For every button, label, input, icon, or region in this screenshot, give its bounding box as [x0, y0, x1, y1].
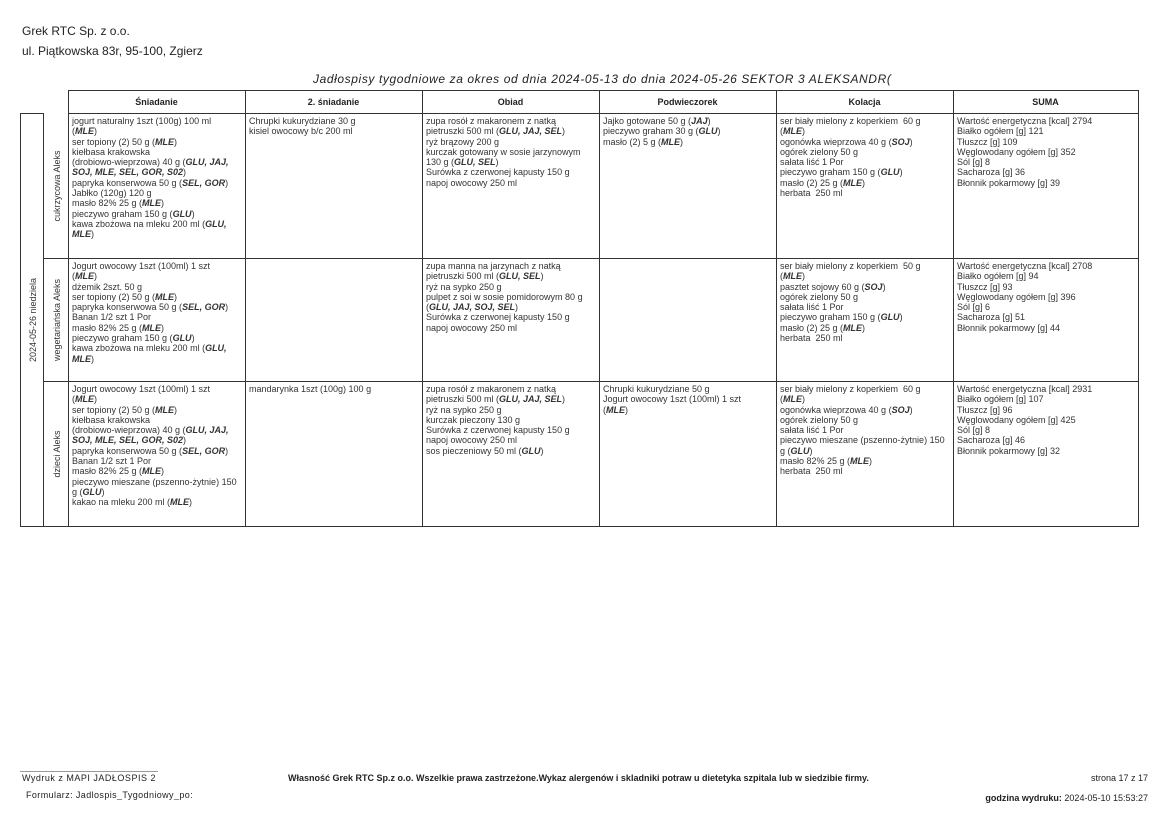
- allergen-code: SOJ, MLE, SEL, GOR, S02: [72, 167, 184, 178]
- menu-item-line: kiełbasa krakowska: [72, 414, 151, 425]
- footer-form-name: Formularz: Jadlospis_Tygodniowy_po:: [26, 790, 194, 800]
- allergen-code: GLU, JAJ, SEL: [499, 394, 563, 405]
- menu-item-line: pietruszki 500 ml (GLU, SEL): [426, 271, 544, 282]
- menu-item-line: Jogurt owocowy 1szt (100ml) 1 szt: [72, 384, 211, 394]
- menu-item-line: (MLE): [780, 271, 805, 282]
- menu-item-line: pulpet z soi w sosie pomidorowym 80 g: [426, 291, 583, 302]
- allergen-code: GLU: [790, 445, 810, 456]
- menu-item-line: Banan 1/2 szt 1 Por: [72, 456, 152, 467]
- column-header: SUMA: [1032, 97, 1059, 107]
- allergen-code: GLU, JAJ, SOJ, SEL: [429, 302, 516, 313]
- nutrition-line: Błonnik pokarmowy [g] 32: [957, 445, 1061, 456]
- allergen-code: GLU,: [205, 343, 227, 354]
- company-name: Grek RTC Sp. z o.o.: [22, 24, 130, 38]
- menu-item-line: (MLE): [603, 404, 628, 415]
- column-header: 2. śniadanie: [307, 97, 360, 107]
- allergen-code: GLU: [521, 445, 541, 456]
- menu-item-line: MLE): [72, 353, 94, 364]
- allergen-code: SOJ: [891, 404, 910, 415]
- menu-item-line: ogonówka wieprzowa 40 g (SOJ): [780, 136, 913, 147]
- menu-item-line: 130 g (GLU, SEL): [426, 157, 499, 168]
- column-header: Śniadanie: [135, 97, 178, 107]
- nutrition-line: Węglowodany ogółem [g] 425: [957, 414, 1076, 425]
- menu-item-line: MLE): [72, 229, 94, 240]
- diet-label: wegetariańska Aleks: [51, 278, 62, 361]
- menu-item-line: mandarynka 1szt (100g) 100 g: [249, 384, 372, 394]
- menu-item-line: herbata 250 ml: [780, 333, 843, 344]
- menu-item-line: ogonówka wieprzowa 40 g (SOJ): [780, 404, 913, 415]
- allergen-code: MLE: [155, 136, 175, 147]
- allergen-code: MLE: [783, 271, 802, 282]
- menu-item-line: napoj owocowy 250 ml: [426, 435, 518, 446]
- menu-item-line: ser biały mielony z koperkiem 60 g: [780, 116, 921, 126]
- menu-item-line: herbata 250 ml: [780, 466, 843, 477]
- menu-item-line: masło (2) 5 g (MLE): [603, 136, 684, 147]
- allergen-code: GLU: [698, 126, 718, 137]
- menu-item-line: Chrupki kukurydziane 30 g: [249, 116, 356, 126]
- allergen-code: JAJ: [691, 116, 708, 126]
- allergen-code: MLE: [850, 456, 870, 467]
- menu-item-line: pieczywo graham 150 g (GLU): [780, 167, 903, 178]
- menu-item-line: zupa rosół z makaronem z natką: [426, 384, 557, 394]
- menu-item-line: SOJ, MLE, SEL, GOR, S02): [72, 167, 187, 178]
- meal-cell: [600, 114, 776, 258]
- nutrition-line: Węglowodany ogółem [g] 352: [957, 146, 1076, 157]
- menu-item-line: kisiel owocowy b/c 200 ml: [249, 126, 353, 137]
- menu-item-line: ogórek zielony 50 g: [780, 414, 859, 425]
- menu-item-line: pietruszki 500 ml (GLU, JAJ, SEL): [426, 394, 566, 405]
- menu-item-line: sałata liść 1 Por: [780, 302, 844, 313]
- menu-item-line: masło 82% 25 g (MLE): [72, 198, 165, 209]
- menu-item-line: pieczywo graham 150 g (GLU): [72, 333, 195, 344]
- menu-item-line: zupa rosół z makaronem z natką: [426, 116, 557, 126]
- print-time-label: godzina wydruku:: [985, 793, 1062, 803]
- nutrition-line: Błonnik pokarmowy [g] 44: [957, 322, 1061, 333]
- meal-cell: [69, 114, 245, 258]
- footer-rule: [20, 771, 158, 772]
- meal-cell: [777, 259, 953, 381]
- nutrition-line: Błonnik pokarmowy [g] 39: [957, 177, 1061, 188]
- menu-item-line: (drobiowo-wieprzowa) 40 g (GLU, JAJ,: [72, 425, 229, 436]
- meal-cell: [423, 382, 599, 526]
- nutrition-line: Sól [g] 8: [957, 425, 991, 436]
- menu-item-line: Chrupki kukurydziane 50 g: [603, 384, 710, 394]
- allergen-code: MLE: [843, 177, 863, 188]
- menu-item-line: SOJ, MLE, SEL, GOR, S02): [72, 435, 187, 446]
- nutrition-line: Tłuszcz [g] 93: [957, 281, 1013, 292]
- column-header: Kolacja: [848, 97, 881, 107]
- menu-item-line: papryka konserwowa 50 g (SEL, GOR): [72, 445, 229, 456]
- allergen-code: MLE: [783, 394, 802, 405]
- nutrition-line: Sacharoza [g] 36: [957, 167, 1026, 178]
- menu-item-line: ogórek zielony 50 g: [780, 291, 859, 302]
- nutrition-line: Wartość energetyczna [kcal] 2794: [957, 116, 1093, 126]
- menu-item-line: zupa manna na jarzynach z natką: [426, 261, 561, 271]
- nutrition-line: Wartość energetyczna [kcal] 2708: [957, 261, 1093, 271]
- menu-item-line: papryka konserwowa 50 g (SEL, GOR): [72, 302, 229, 313]
- day-label: 2024-05-26 niedziela: [27, 277, 38, 362]
- meal-cell: [777, 382, 953, 526]
- allergen-code: SOJ: [864, 281, 883, 292]
- menu-item-line: Surówka z czerwonej kapusty 150 g: [426, 167, 570, 178]
- menu-item-line: Jogurt owocowy 1szt (100ml) 1 szt: [72, 261, 211, 271]
- meal-cell: [423, 114, 599, 258]
- document-title: Jadłospisy tygodniowe za okres od dnia 2024-05-13 do dnia 2024-05-26 SEKTOR 3 ALEKSANDR(: [313, 72, 892, 86]
- footer-page-number: strona 17 z 17: [1090, 773, 1148, 783]
- nutrition-line: Węglowodany ogółem [g] 396: [957, 291, 1076, 302]
- menu-item-line: pieczywo graham 30 g (GLU): [603, 126, 721, 137]
- menu-item-line: masło 82% 25 g (MLE): [72, 466, 165, 477]
- menu-item-line: ser topiony (2) 50 g (MLE): [72, 291, 178, 302]
- menu-item-line: ryż brązowy 200 g: [426, 136, 500, 147]
- allergen-code: GLU: [880, 167, 900, 178]
- menu-item-line: ser topiony (2) 50 g (MLE): [72, 136, 178, 147]
- allergen-code: SEL, GOR: [182, 302, 226, 313]
- menu-item-line: sałata liść 1 Por: [780, 157, 844, 168]
- column-header: Podwieczorek: [657, 97, 718, 107]
- menu-item-line: ser biały mielony z koperkiem 60 g: [780, 384, 921, 394]
- menu-item-line: ogórek zielony 50 g: [780, 146, 859, 157]
- menu-item-line: masło 82% 25 g (MLE): [72, 322, 165, 333]
- allergen-code: GLU: [82, 486, 102, 497]
- allergen-code: MLE: [75, 271, 94, 282]
- menu-item-line: pietruszki 500 ml (GLU, JAJ, SEL): [426, 126, 566, 137]
- nutrition-line: Sacharoza [g] 51: [957, 312, 1026, 323]
- menu-item-line: kakao na mleku 200 ml (MLE): [72, 497, 193, 508]
- print-time-value: 2024-05-10 15:53:27: [1064, 793, 1148, 803]
- allergen-code: SEL, GOR: [182, 445, 226, 456]
- menu-item-line: masło 82% 25 g (MLE): [780, 456, 873, 467]
- allergen-code: MLE: [155, 404, 175, 415]
- meal-cell: [600, 259, 776, 381]
- menu-item-line: sałata liść 1 Por: [780, 425, 844, 436]
- menu-table: [20, 90, 1138, 526]
- menu-item-line: kurczak gotowany w sosie jarzynowym: [426, 146, 581, 157]
- day-left-border: [20, 113, 21, 527]
- summary-cell: [954, 259, 1138, 381]
- column-divider: [1138, 90, 1139, 527]
- menu-item-line: kiełbasa krakowska: [72, 146, 151, 157]
- meal-cell: [246, 259, 422, 381]
- allergen-code: MLE: [142, 198, 162, 209]
- table-border-bottom: [20, 526, 1138, 527]
- allergen-code: GLU,: [205, 218, 227, 229]
- nutrition-line: Sól [g] 8: [957, 157, 991, 168]
- allergen-code: SOJ: [891, 136, 910, 147]
- allergen-code: MLE: [155, 291, 175, 302]
- allergen-code: GLU: [880, 312, 900, 323]
- summary-cell: [954, 382, 1138, 526]
- nutrition-line: Tłuszcz [g] 96: [957, 404, 1013, 415]
- nutrition-line: Tłuszcz [g] 109: [957, 136, 1018, 147]
- day-divider: [43, 113, 44, 527]
- footer-printout-source: Wydruk z MAPI JADŁOSPIS 2: [22, 773, 156, 783]
- menu-item-line: napoj owocowy 250 ml: [426, 177, 518, 188]
- meal-cell: [246, 114, 422, 258]
- menu-item-line: (MLE): [780, 126, 805, 137]
- company-address: ul. Piątkowska 83r, 95-100, Zgierz: [22, 44, 203, 58]
- summary-cell: [954, 114, 1138, 258]
- nutrition-line: Białko ogółem [g] 107: [957, 394, 1044, 405]
- menu-item-line: Jogurt owocowy 1szt (100ml) 1 szt: [603, 394, 742, 405]
- meal-cell: [69, 382, 245, 526]
- allergen-code: MLE: [72, 353, 91, 364]
- allergen-code: SEL, GOR: [182, 177, 226, 188]
- meal-cell: [423, 259, 599, 381]
- menu-item-line: pieczywo mieszane (pszenno-żytnie) 150: [780, 435, 945, 446]
- allergen-code: GLU: [172, 208, 192, 219]
- allergen-code: GLU, JAJ,: [185, 157, 229, 168]
- allergen-code: GLU: [172, 333, 192, 344]
- menu-item-line: masło (2) 25 g (MLE): [780, 177, 866, 188]
- allergen-code: GLU, JAJ, SEL: [499, 126, 563, 137]
- column-header: Obiad: [497, 97, 524, 107]
- menu-item-line: napoj owocowy 250 ml: [426, 322, 518, 333]
- meal-cell: [777, 114, 953, 258]
- menu-item-line: (drobiowo-wieprzowa) 40 g (GLU, JAJ,: [72, 157, 229, 168]
- allergen-code: MLE: [75, 394, 94, 405]
- allergen-code: GLU, SEL: [454, 157, 496, 168]
- menu-item-line: ryż na sypko 250 g: [426, 404, 502, 415]
- footer-print-time: [985, 793, 1148, 803]
- menu-item-line: kurczak pieczony 130 g: [426, 414, 521, 425]
- menu-item-line: pieczywo graham 150 g (GLU): [72, 208, 195, 219]
- menu-item-line: papryka konserwowa 50 g (SEL, GOR): [72, 177, 229, 188]
- allergen-code: MLE: [75, 126, 94, 137]
- menu-item-line: Jajko gotowane 50 g (JAJ): [603, 116, 711, 126]
- diet-label: cukrzycowa Aleks: [51, 149, 62, 222]
- meal-cell: [69, 259, 245, 381]
- menu-item-line: Jabłko (120g) 120 g: [72, 188, 152, 199]
- menu-item-line: (MLE): [780, 394, 805, 405]
- allergen-code: MLE: [142, 322, 162, 333]
- nutrition-line: Wartość energetyczna [kcal] 2931: [957, 384, 1093, 394]
- meal-cell: [600, 382, 776, 526]
- nutrition-line: Białko ogółem [g] 94: [957, 271, 1039, 282]
- menu-item-line: pieczywo graham 150 g (GLU): [780, 312, 903, 323]
- nutrition-line: Białko ogółem [g] 121: [957, 126, 1044, 137]
- allergen-code: MLE: [170, 497, 190, 508]
- menu-item-line: g (GLU): [780, 445, 813, 456]
- nutrition-line: Sacharoza [g] 46: [957, 435, 1026, 446]
- menu-item-line: ser topiony (2) 50 g (MLE): [72, 404, 178, 415]
- menu-item-line: ser biały mielony z koperkiem 50 g: [780, 261, 921, 271]
- menu-item-line: kawa zbożowa na mleku 200 ml (GLU,: [72, 343, 227, 354]
- menu-item-line: ryż na sypko 250 g: [426, 281, 502, 292]
- day-top-border: [20, 113, 43, 114]
- menu-item-line: (MLE): [72, 126, 97, 137]
- allergen-code: MLE: [72, 229, 91, 240]
- meal-cell: [246, 382, 422, 526]
- allergen-code: SOJ, MLE, SEL, GOR, S02: [72, 435, 184, 446]
- menu-item-line: g (GLU): [72, 486, 105, 497]
- menu-item-line: herbata 250 ml: [780, 188, 843, 199]
- menu-item-line: Surówka z czerwonej kapusty 150 g: [426, 312, 570, 323]
- menu-item-line: jogurt naturalny 1szt (100g) 100 ml: [72, 116, 212, 126]
- allergen-code: MLE: [606, 404, 625, 415]
- allergen-code: GLU, SEL: [499, 271, 541, 282]
- allergen-code: GLU, JAJ,: [185, 425, 229, 436]
- menu-item-line: Surówka z czerwonej kapusty 150 g: [426, 425, 570, 436]
- menu-item-line: (MLE): [72, 271, 97, 282]
- menu-item-line: Banan 1/2 szt 1 Por: [72, 312, 152, 323]
- diet-label: dzieci Aleks: [51, 429, 62, 478]
- allergen-code: MLE: [661, 136, 681, 147]
- allergen-code: MLE: [142, 466, 162, 477]
- menu-item-line: dżemik 2szt. 50 g: [72, 281, 143, 292]
- nutrition-line: Sól [g] 6: [957, 302, 991, 313]
- menu-item-line: sos pieczeniowy 50 ml (GLU): [426, 445, 544, 456]
- menu-item-line: pasztet sojowy 60 g (SOJ): [780, 281, 886, 292]
- menu-item-line: masło (2) 25 g (MLE): [780, 322, 866, 333]
- footer-ownership-notice: Własność Grek RTC Sp.z o.o. Wszelkie prawa zastrzeżone.Wykaz alergenów i skladniki potraw u dietetyka szpitala lub w siedzibie firmy.: [288, 773, 869, 783]
- menu-item-line: (GLU, JAJ, SOJ, SEL): [426, 302, 519, 313]
- menu-item-line: (MLE): [72, 394, 97, 405]
- menu-item-line: pieczywo mieszane (pszenno-żytnie) 150: [72, 476, 237, 487]
- allergen-code: MLE: [783, 126, 802, 137]
- allergen-code: MLE: [843, 322, 863, 333]
- menu-item-line: kawa zbożowa na mleku 200 ml (GLU,: [72, 218, 227, 229]
